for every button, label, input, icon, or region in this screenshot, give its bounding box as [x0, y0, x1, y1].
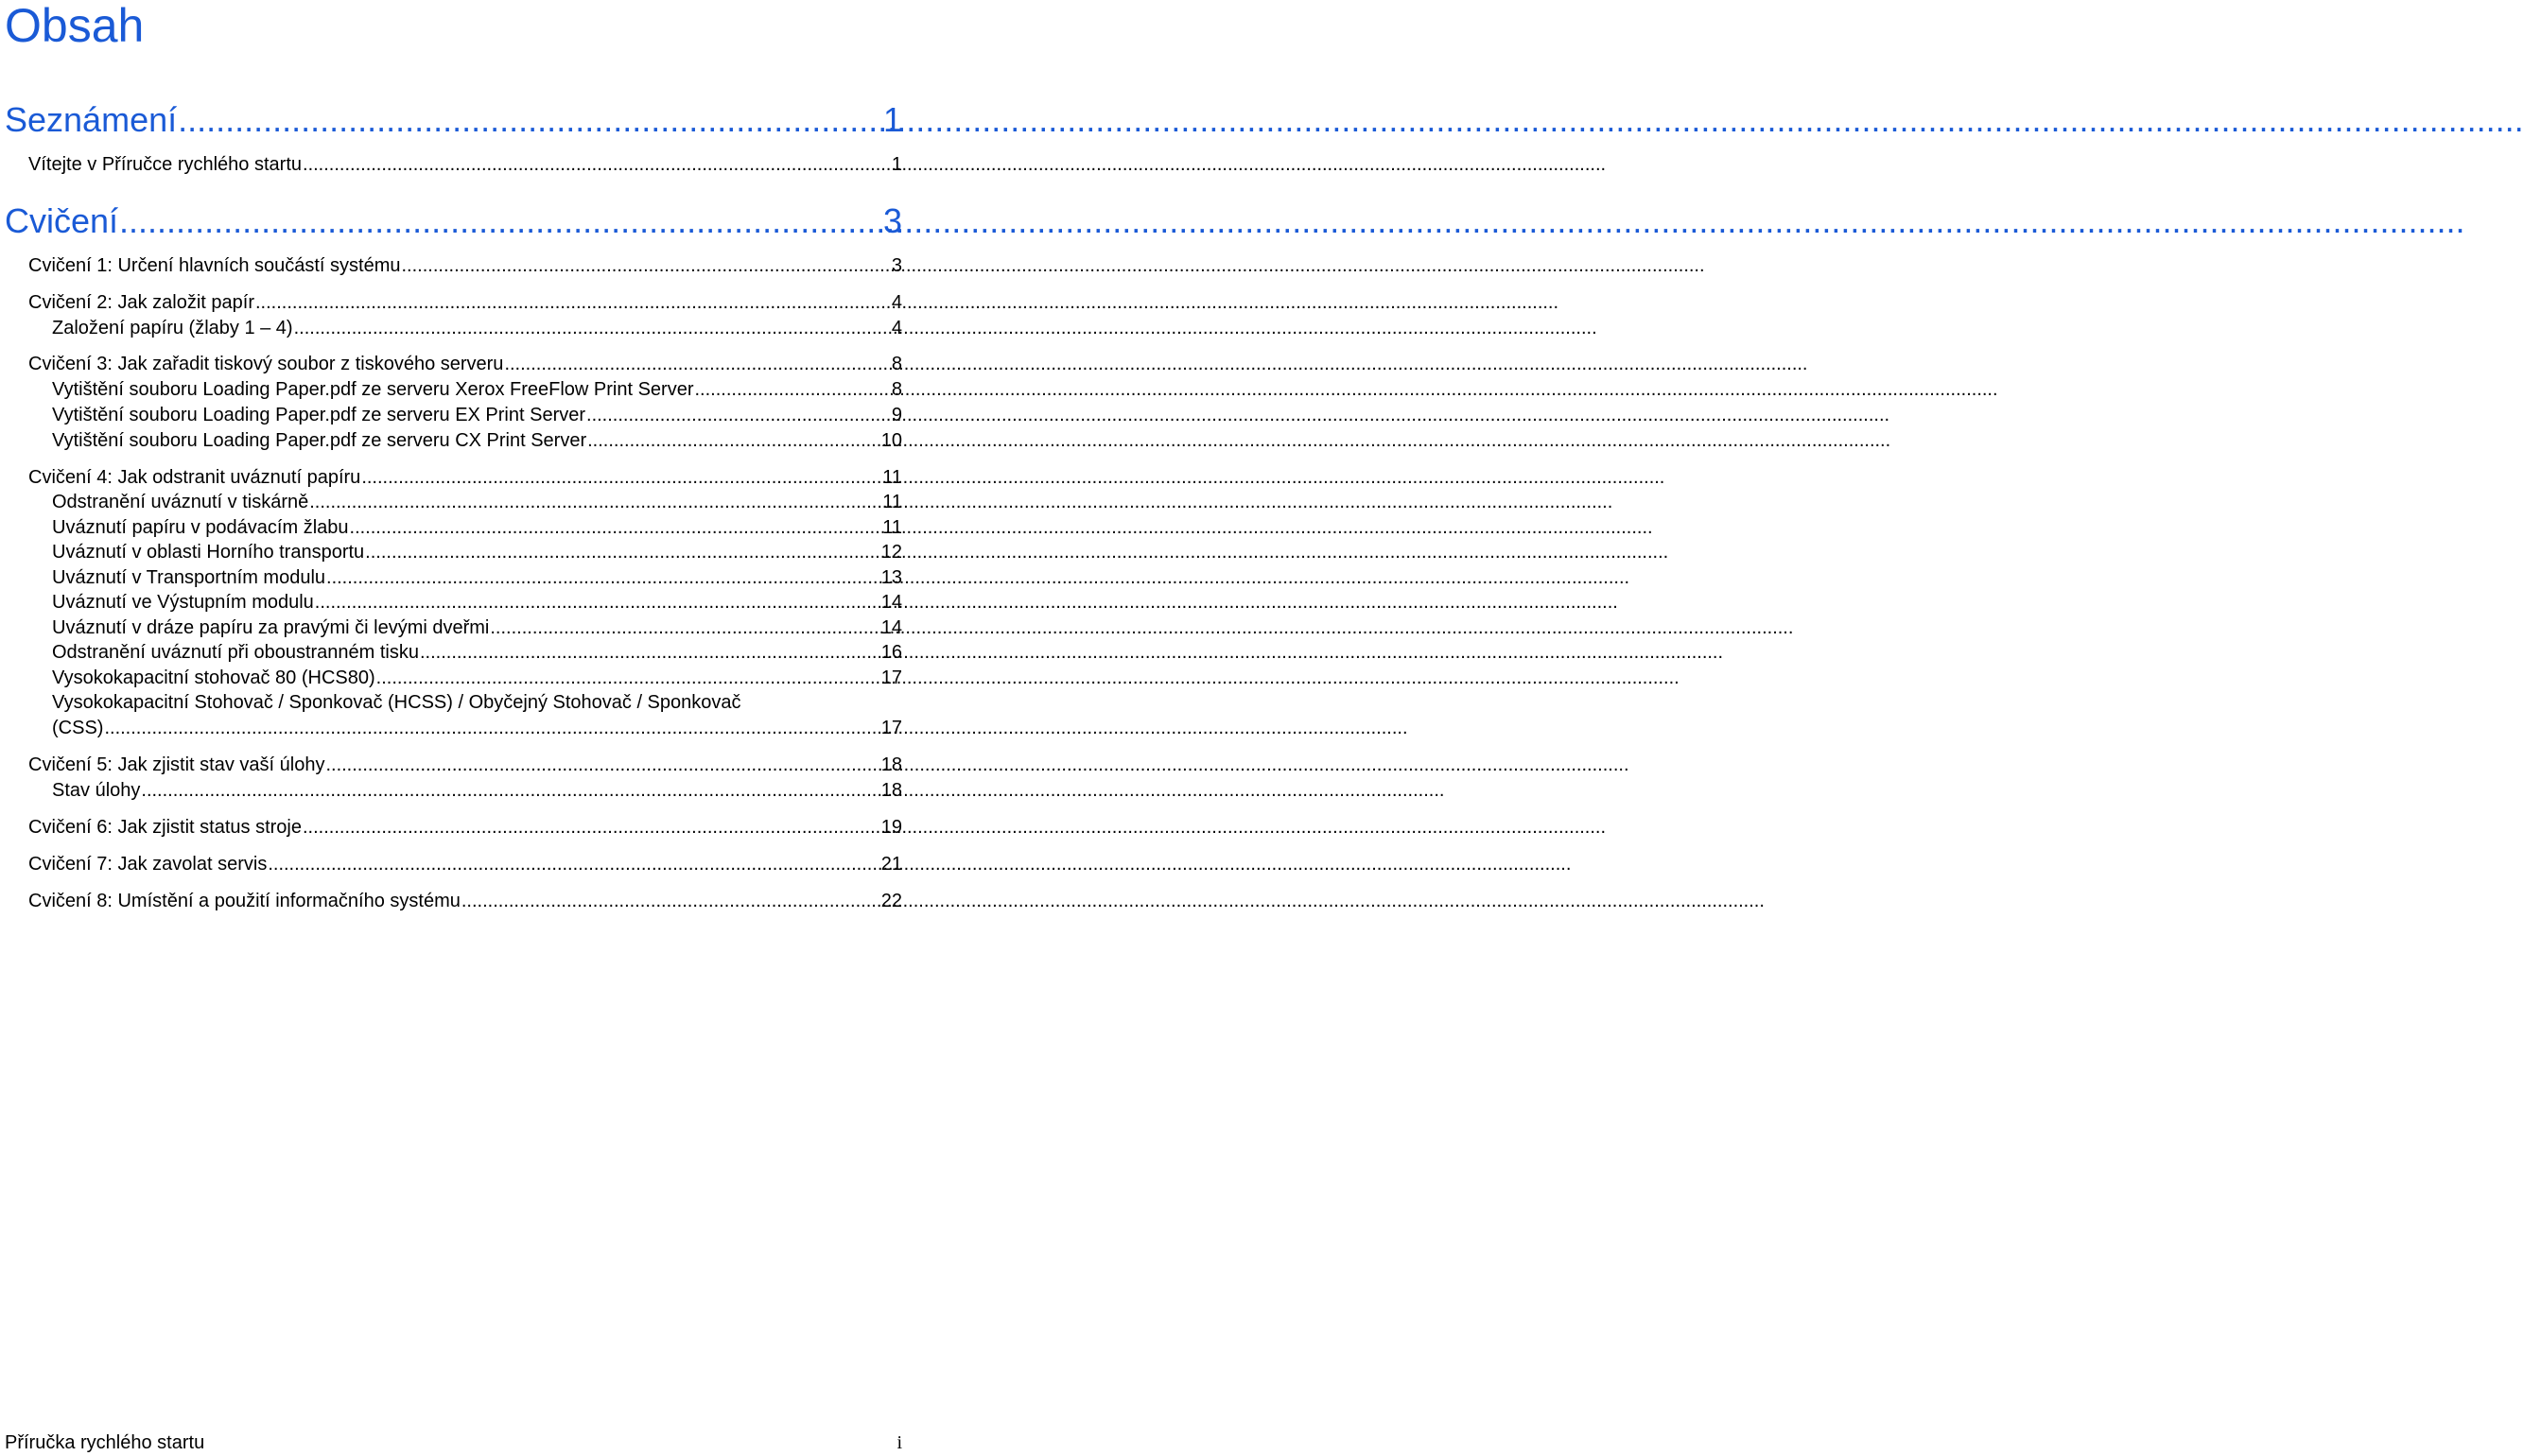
dot-leader	[294, 316, 891, 340]
footer-document-title: Příručka rychlého startu	[5, 1432, 205, 1453]
toc-entry-title: Cvičení 4: Jak odstranit uváznutí papíru	[28, 467, 361, 488]
toc-entry-page: 11	[882, 492, 902, 512]
toc-entry-page: 3	[882, 201, 902, 240]
toc-entry-transportni-modul[interactable]	[52, 565, 902, 590]
toc-entry-vystupni-modul[interactable]	[52, 590, 902, 615]
toc-entry-title: Uváznutí ve Výstupním modulu	[52, 592, 314, 613]
toc-entry-page: 22	[880, 891, 902, 911]
dot-leader	[325, 753, 879, 777]
toc-entry-page: 12	[880, 542, 902, 563]
toc-entry-page: 21	[880, 854, 902, 875]
toc-entry-cviceni-3[interactable]	[28, 352, 902, 376]
toc-entry-title: Cvičení	[5, 201, 119, 240]
toc-entry-hcs80[interactable]	[52, 666, 902, 690]
dot-leader	[587, 428, 880, 453]
toc-entry-podavaci-zlab[interactable]	[52, 515, 902, 540]
toc-entry-cviceni-2[interactable]	[28, 290, 902, 315]
dot-leader	[104, 716, 879, 740]
toc-entry-page: 1	[882, 100, 902, 139]
dot-leader	[402, 253, 891, 278]
toc-entry-page: 11	[882, 467, 902, 488]
toc-entry-zalozeni-papiru[interactable]	[52, 316, 902, 340]
dot-leader	[586, 403, 891, 427]
toc-entry-page: 18	[880, 754, 902, 775]
toc-entry-title: Cvičení 2: Jak založit papír	[28, 292, 254, 313]
dot-leader	[119, 201, 882, 241]
dot-leader	[315, 590, 880, 615]
toc-entry-page: 4	[891, 292, 902, 313]
toc-entry-page: 14	[880, 617, 902, 638]
toc-entry-draha-papiru[interactable]	[52, 615, 902, 640]
toc-entry-title: Cvičení 7: Jak zavolat servis	[28, 854, 268, 875]
toc-entry-title: Cvičení 5: Jak zjistit stav vaší úlohy	[28, 754, 325, 775]
dot-leader	[361, 465, 881, 490]
toc-entry-cviceni-6[interactable]	[28, 815, 902, 840]
toc-entry-title: Vytištění souboru Loading Paper.pdf ze serveru EX Print Server	[52, 405, 586, 425]
toc-entry-horni-transport[interactable]	[52, 540, 902, 564]
toc-entry-stav-ulohy[interactable]	[52, 778, 902, 803]
dot-leader	[255, 290, 891, 315]
toc-entry-title: Vytištění souboru Loading Paper.pdf ze serveru Xerox FreeFlow Print Server	[52, 379, 694, 400]
toc-entry-title: Seznámení	[5, 100, 178, 139]
toc-entry-title: Vytištění souboru Loading Paper.pdf ze serveru CX Print Server	[52, 430, 587, 451]
toc-entry-odstraneni-tiskarna[interactable]	[52, 490, 902, 514]
dot-leader	[303, 152, 891, 177]
toc-entry-page: 14	[880, 592, 902, 613]
dot-leader	[420, 640, 880, 665]
toc-entry-cviceni-1[interactable]	[28, 253, 902, 278]
dot-leader	[350, 515, 882, 540]
toc-entry-title: Uváznutí v oblasti Horního transportu	[52, 542, 365, 563]
toc-entry-title: Odstranění uváznutí v tiskárně	[52, 492, 309, 512]
toc-entry-cviceni-7[interactable]	[28, 852, 902, 876]
toc-entry-tisk-freeflow[interactable]	[52, 377, 902, 402]
dot-leader	[141, 778, 879, 803]
toc-entry-page: 17	[880, 718, 902, 738]
dot-leader	[695, 377, 891, 402]
toc-entry-title: Cvičení 8: Umístění a použití informačního systému	[28, 891, 461, 911]
page-title: Obsah	[5, 0, 145, 52]
toc-entry-tisk-ex[interactable]	[52, 403, 902, 427]
toc-entry-cviceni-4[interactable]	[28, 465, 902, 490]
toc-entry-page: 18	[880, 780, 902, 801]
toc-entry-title: Uváznutí v Transportním modulu	[52, 567, 326, 588]
toc-entry-title: Stav úlohy	[52, 780, 141, 801]
toc-entry-page: 19	[880, 817, 902, 838]
toc-entry-page: 8	[891, 354, 902, 374]
toc-entry-tisk-cx[interactable]	[52, 428, 902, 453]
toc-entry-page: 16	[880, 642, 902, 663]
toc-entry-page: 9	[891, 405, 902, 425]
toc-entry-title: Cvičení 1: Určení hlavních součástí systému	[28, 255, 401, 276]
toc-entry-title: Odstranění uváznutí při oboustranném tisku	[52, 642, 419, 663]
dot-leader	[504, 352, 890, 376]
toc-entry-vitejte[interactable]	[28, 152, 902, 177]
toc-entry-title: Cvičení 6: Jak zjistit status stroje	[28, 817, 302, 838]
dot-leader	[365, 540, 880, 564]
toc-entry-cviceni-5[interactable]	[28, 753, 902, 777]
toc-entry-oboustranny-tisk[interactable]	[52, 640, 902, 665]
toc-entry-title: (CSS)	[52, 718, 104, 738]
toc-entry-cviceni[interactable]	[5, 201, 902, 241]
toc-entry-hcss[interactable]	[52, 716, 902, 740]
toc-entry-title: Uváznutí papíru v podávacím žlabu	[52, 517, 349, 538]
toc-entry-title: Založení papíru (žlaby 1 – 4)	[52, 318, 293, 338]
dot-leader	[376, 666, 880, 690]
toc-entry-page: 8	[891, 379, 902, 400]
toc-entry-page: 10	[880, 430, 902, 451]
toc-entry-title: Cvičení 3: Jak zařadit tiskový soubor z tiskového serveru	[28, 354, 504, 374]
toc-entry-hcss-line1[interactable]: Vysokokapacitní Stohovač / Sponkovač (HCSS) / Obyčejný Stohovač / Sponkovač	[52, 692, 741, 713]
dot-leader	[268, 852, 879, 876]
dot-leader	[303, 815, 880, 840]
toc-entry-page: 13	[880, 567, 902, 588]
toc-entry-cviceni-8[interactable]	[28, 889, 902, 913]
toc-entry-page: 4	[891, 318, 902, 338]
toc-entry-page: 3	[891, 255, 902, 276]
toc-entry-page: 1	[891, 154, 902, 175]
toc-entry-page: 11	[882, 517, 902, 538]
toc-entry-title: Vítejte v Příručce rychlého startu	[28, 154, 303, 175]
toc-entry-seznameni[interactable]	[5, 100, 902, 140]
dot-leader	[309, 490, 881, 514]
dot-leader	[461, 889, 880, 913]
toc-entry-title: Vysokokapacitní stohovač 80 (HCS80)	[52, 667, 375, 688]
dot-leader	[178, 100, 882, 140]
toc-entry-page: 17	[880, 667, 902, 688]
dot-leader	[490, 615, 879, 640]
dot-leader	[326, 565, 880, 590]
footer-page-number: i	[896, 1432, 902, 1453]
toc-entry-title: Uváznutí v dráze papíru za pravými či levými dveřmi	[52, 617, 490, 638]
